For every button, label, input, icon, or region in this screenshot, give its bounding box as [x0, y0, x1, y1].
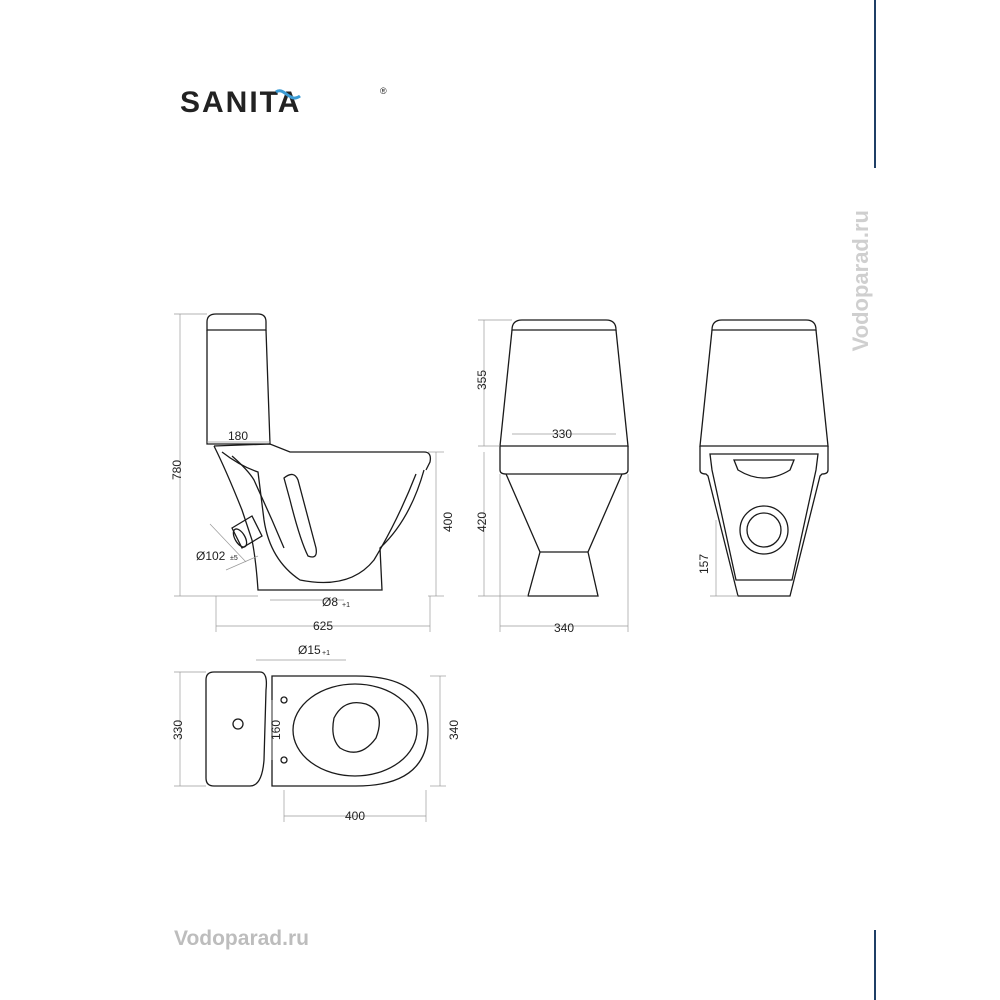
side-trap-line — [232, 456, 284, 548]
side-tank-body — [207, 330, 270, 444]
dim-outlet-tolerance: ±5 — [230, 555, 238, 562]
dim-top-tank-width: 330 — [171, 719, 185, 741]
front-tank-lid — [512, 320, 616, 330]
dim-top-bowl-width: 340 — [447, 719, 461, 741]
side-tank-lid — [207, 314, 266, 330]
rear-tank-lid — [712, 320, 816, 330]
dim-base-width: 340 — [553, 621, 575, 635]
dim-tank-height: 355 — [475, 369, 489, 391]
dim-fix-hole-tolerance: +1 — [342, 602, 350, 609]
top-bowl-opening — [333, 703, 379, 753]
dim-hole-spacing: 160 — [269, 719, 283, 741]
side-outlet-opening — [231, 527, 250, 549]
top-seat-hole-upper — [281, 697, 287, 703]
side-bowl-outer — [214, 446, 424, 590]
top-seat-hole-lower — [281, 757, 287, 763]
brand-registered: ® — [380, 86, 387, 96]
dim-front-tank-width: 330 — [551, 427, 573, 441]
top-button — [233, 719, 243, 729]
dim-fix-hole: Ø8 — [322, 595, 339, 609]
dim-length: 625 — [312, 619, 334, 633]
rear-inner — [710, 454, 818, 580]
front-view — [475, 320, 628, 635]
dim-outlet-diameter: Ø102 — [196, 549, 226, 563]
rear-tank-outlet — [734, 460, 794, 478]
dim-tank-depth: 180 — [227, 429, 249, 443]
front-rim — [500, 446, 628, 474]
top-bowl — [272, 676, 428, 786]
watermark-bottom: Vodoparad.ru — [174, 927, 309, 950]
dim-seat-hole-tolerance: +1 — [322, 650, 330, 657]
top-view — [171, 643, 461, 823]
front-pedestal — [506, 474, 622, 596]
top-bowl-rim — [293, 684, 417, 776]
rear-tank-body — [700, 330, 828, 446]
rear-body — [700, 446, 828, 596]
dim-seat-hole: Ø15 — [298, 643, 321, 657]
dim-height-total: 780 — [170, 459, 184, 481]
side-bowl-rim — [214, 444, 430, 470]
dim-bowl-height: 400 — [441, 511, 455, 533]
side-trapway — [284, 474, 316, 557]
side-view — [170, 314, 455, 633]
rear-outlet-hole — [747, 513, 781, 547]
dim-outlet-height: 157 — [697, 553, 711, 575]
rear-view — [697, 320, 828, 596]
dim-pedestal-height: 420 — [475, 511, 489, 533]
brand-name: SANITA — [180, 86, 302, 118]
dim-bowl-length: 400 — [344, 809, 366, 823]
